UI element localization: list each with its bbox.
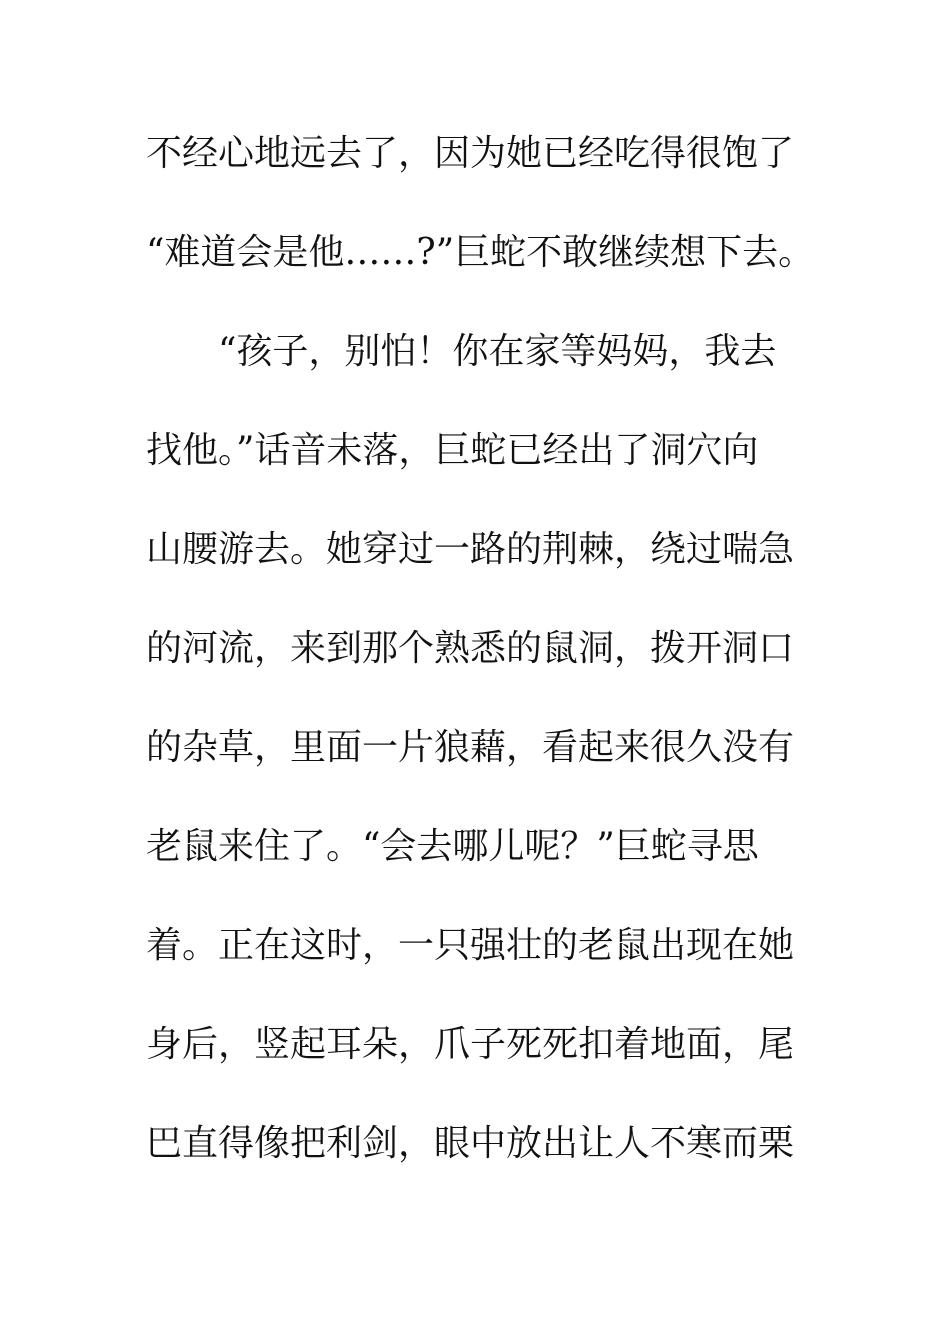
text-line-1: 不经心地远去了，因为她已经吃得很饱了	[146, 133, 795, 174]
text-line-2: “难道会是他……?”巨蛇不敢继续想下去。	[146, 232, 815, 273]
text-line-7: 的杂草，里面一片狼藉，看起来很久没有	[146, 727, 795, 768]
text-line-8: 老鼠来住了。“会去哪儿呢？”巨蛇寻思	[146, 826, 759, 867]
text-line-4: 找他。”话音未落，巨蛇已经出了洞穴向	[146, 430, 759, 471]
text-line-3: “孩子，别怕！你在家等妈妈，我去	[146, 331, 777, 372]
text-line-11: 巴直得像把利剑，眼中放出让人不寒而栗	[146, 1123, 795, 1164]
text-line-6: 的河流，来到那个熟悉的鼠洞，拨开洞口	[146, 628, 795, 669]
text-line-9: 着。正在这时，一只强壮的老鼠出现在她	[146, 925, 795, 966]
story-text	[146, 124, 826, 1213]
text-line-5: 山腰游去。她穿过一路的荆棘，绕过喘急	[146, 529, 795, 570]
text-line-10: 身后，竖起耳朵，爪子死死扣着地面，尾	[146, 1024, 795, 1065]
